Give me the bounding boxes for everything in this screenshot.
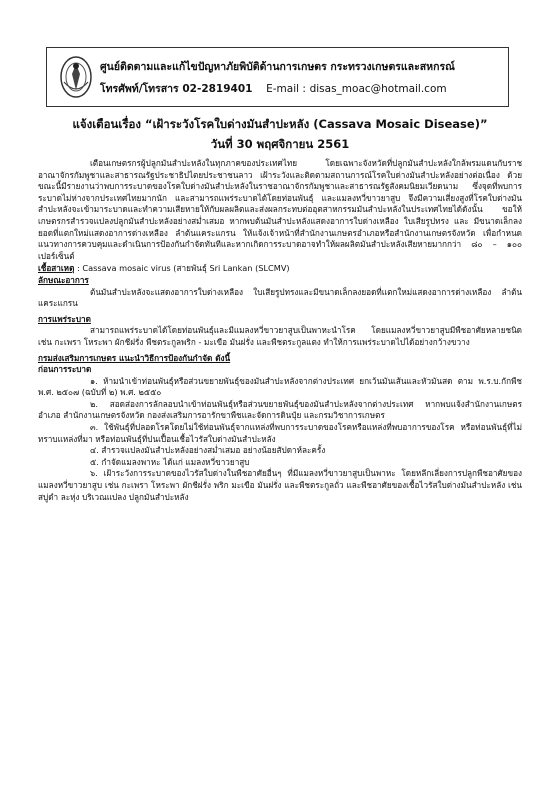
recommendation-item: ๓. ใช้พันธุ์ที่ปลอดโรคโดยไม่ใช้ท่อนพันธุ์จากแหล่งที่พบการระบาดของโรคหรือแหล่งที่พบอาการของโรค หรือท่อนพันธุ์ที่ไม่ทราบแหล่งที่มา หรือท่อนพันธุ์ที่ปนเปื้อนเชื้อไวรัสใบด่างมันสำปะหลัง xyxy=(38,422,522,444)
cause-label: เชื้อสาเหตุ xyxy=(38,263,75,274)
ministry-logo-icon xyxy=(56,52,96,102)
recommendation-item: ๖. เฝ้าระวังการระบาดของไวรัสใบด่างในพืชอาศัยอื่นๆ ที่มีแมลงหวี่ขาวยาสูบเป็นพาหะ โดยหลีกเลี่ยงการปลูกพืชอาศัยของแมลงหวี่ขาวยาสูบ เช่น กะเพรา โหระพา ผักชีฝรั่ง พริก มะเขือ มันฝรั่ง และพืชตระกูลถั่ว และพืชอาศัยของเชื้อไวรัสใบด่างมันสำปะหลัง เช่น สบู่ดำ ละหุ่ง บริเวณแปลง ปลูกมันสำปะหลัง xyxy=(38,468,522,502)
header-email: disas_moac@hotmail.com xyxy=(309,83,447,95)
spread-text: สามารถแพร่ระบาดได้โดยท่อนพันธุ์และมีแมลงหวี่ขาวยาสูบเป็นพาหะนำโรค โดยแมลงหวี่ขาวยาสูบมีพืชอาศัยหลายชนิด เช่น กะเพรา โหระพา ผักชีฝรั่ง พืชตระกูลพริก - มะเขือ มันฝรั่ง และพืชตระกูลแตง ทำให้การแพร่ระบาดไปได้อย่างกว้างขวาง xyxy=(38,325,522,347)
recommendation-item: ๔. สำรวจแปลงมันสำปะหลังอย่างสม่ำเสมอ อย่างน้อยสัปดาห์ละครั้ง xyxy=(90,445,326,456)
header-email-label: E-mail : xyxy=(266,83,306,95)
symptoms-heading: ลักษณะอาการ xyxy=(38,274,89,285)
recommendation-heading: กรมส่งเสริมการเกษตร แนะนำวิธีการป้องกันกำจัด ดังนี้ xyxy=(38,352,231,363)
intro-paragraph: เตือนเกษตรกรผู้ปลูกมันสำปะหลังในทุกภาคของประเทศไทย โดยเฉพาะจังหวัดที่ปลูกมันสำปะหลังใกล้พรมแดนกับราชอาณาจักรกัมพูชาและสาธารณรัฐประชาธิปไตยประชาชนลาว เฝ้าระวังและติดตามสถานการณ์โรคใบด่างมันสำปะหลังอย่างต่อเนื่อง ด้วยขณะนี้มีรายงานว่าพบการระบาดของโรคใบด่างมันสำปะหลังในราชอาณาจักรกัมพูชาและสาธารณรัฐสังคมนิยมเวียดนาม ซึ่งจุดที่พบการระบาดไม่ห่างจากประเทศไทยมากนัก และสามารถแพร่ระบาดได้โดยท่อนพันธุ์ และแมลงหวี่ขาวยาสูบ จึงมีความเสี่ยงสูงที่โรคใบด่างมันสำปะหลังจะเข้ามาระบาดและทำความเสียหายให้กับผลผลิตและส่งผลกระทบต่ออุตสาหกรรมมันสำปะหลังในประเทศไทยได้ดังนั้น ขอให้เกษตรกรสำรวจแปลงปลูกมันสำปะหลังอย่างสม่ำเสมอ หากพบต้นมันสำปะหลังแสดงอาการใบด่างเหลือง ใบเสียรูปทรง และ มีขนาดเล็กลง ยอดที่แตกใหม่แสดงอาการด่างเหลือง ลำต้นแคระแกรน ให้แจ้งเจ้าหน้าที่สำนักงานเกษตรอำเภอหรือสำนักงานเกษตรจังหวัด เพื่อกำหนดแนวทางการควบคุมและดำเนินการป้องกันกำจัดทันทีและหากเกิดการระบาดอาจทำให้ผลผลิตมันสำปะหลังเสียหายมากกว่า ๘๐ – ๑๐๐ เปอร์เซ็นต์ xyxy=(38,158,522,261)
header-phone: โทรศัพท์/โทรสาร 02-2819401 xyxy=(100,83,253,95)
spread-heading: การแพร่ระบาด xyxy=(38,313,91,324)
header-org-line: ศูนย์ติดตามและแก้ไขปัญหาภัยพิบัติด้านการเกษตร กระทรวงเกษตรและสหกรณ์ xyxy=(100,61,455,73)
cause-line xyxy=(38,263,522,275)
header-box xyxy=(46,47,509,107)
title-date-line: วันที่ 30 พฤศจิกายน 2561 xyxy=(210,137,350,151)
recommendation-item: ๕. กำจัดแมลงพาหะ ได้แก่ แมลงหวี่ขาวยาสูบ xyxy=(90,456,250,467)
recommendation-item: ๒. สอดส่องการลักลอบนำเข้าท่อนพันธุ์หรือส่วนขยายพันธุ์ของมันสำปะหลังจากต่างประเทศ หากพบแจ้งสำนักงานเกษตรอำเภอ สำนักงานเกษตรจังหวัด กองส่งเสริมการอารักขาพืชและจัดการดินปุ๋ย และกรมวิชาการเกษตร xyxy=(38,398,522,421)
before-outbreak-subheading: ก่อนการระบาด xyxy=(38,364,92,375)
symptoms-text: ต้นมันสำปะหลังจะแสดงอาการใบด่างเหลือง ใบเสียรูปทรงและมีขนาดเล็กลงยอดที่แตกใหม่แสดงอาการด่างเหลือง ลำต้นแคระแกรน xyxy=(38,286,522,309)
title-line-1: แจ้งเตือนเรื่อง “เฝ้าระวังโรคใบด่างมันสำปะหลัง (Cassava Mosaic Disease)” xyxy=(72,117,488,131)
cause-text: : Cassava mosaic virus (สายพันธุ์ Sri Lankan (SLCMV) xyxy=(74,263,290,274)
document-body xyxy=(38,158,522,503)
header-contact-line xyxy=(100,80,500,97)
recommendation-item: ๑. ห้ามนำเข้าท่อนพันธุ์หรือส่วนขยายพันธุ์ของมันสำปะหลังจากต่างประเทศ ยกเว้นมันเส้นและหัวมันสด ตาม พ.ร.บ.กักพืช พ.ศ. ๒๕๐๗ (ฉบับที่ ๒) พ.ศ. ๒๕๕๐ xyxy=(38,375,522,398)
